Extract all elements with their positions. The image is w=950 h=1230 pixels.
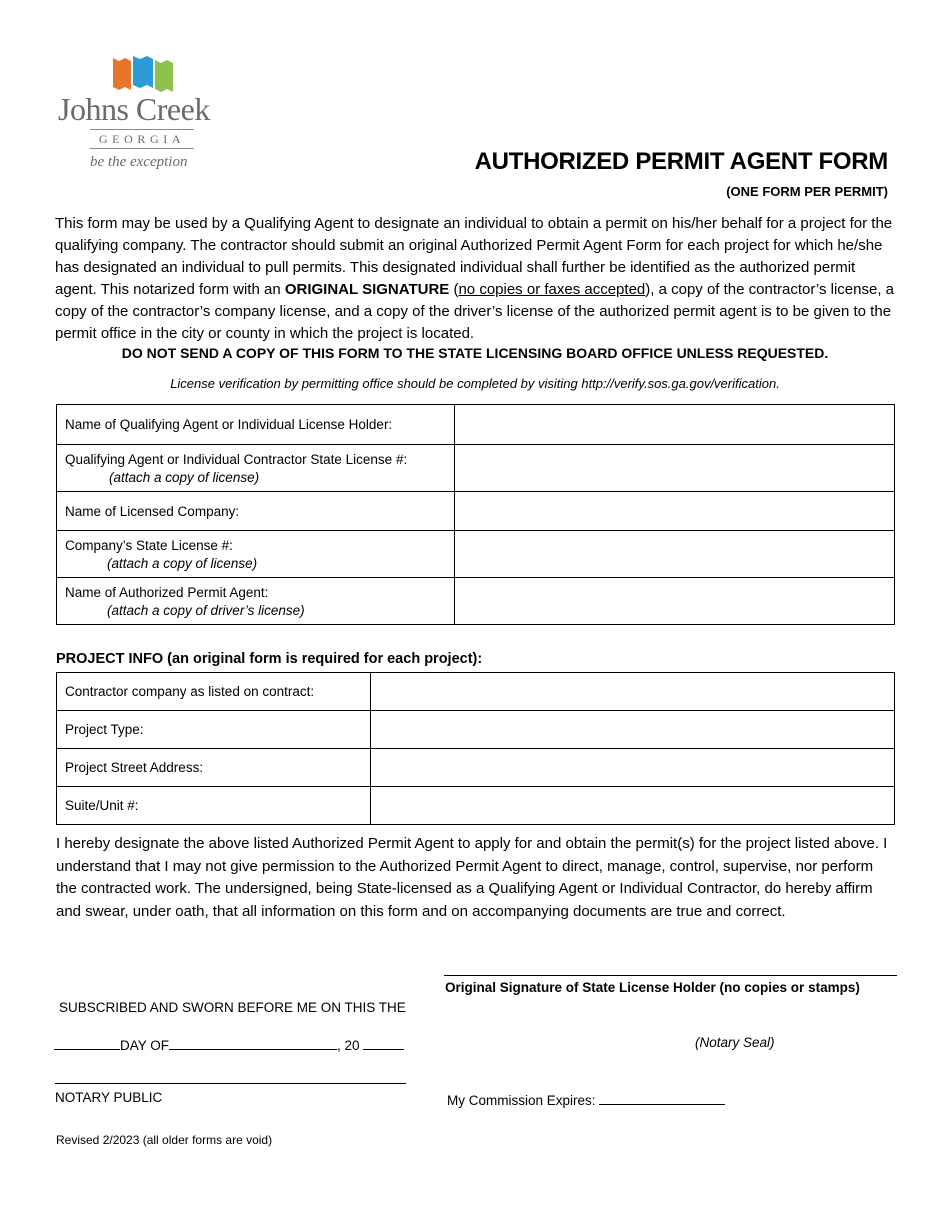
logo-divider [90,129,194,130]
project-table [56,672,895,825]
logo-state: GEORGIA [98,132,186,146]
affirmation-paragraph: I hereby designate the above listed Authorized Permit Agent to apply for and obtain the permit(s) for the project listed above. I understand that I may not give permission to the Authorized Permit Agent to direct, manage, control, supervise, nor perform the contracted work. The undersigned, being State-licensed as a Qualifying Agent or Individual Contractor, do hereby affirm and swear, under oath, that all information on this form and on accompanying documents are true and correct. [56,835,888,920]
row-label [57,673,371,711]
revision-note: Revised 2/2023 (all older forms are void) [56,1133,273,1147]
form-title: AUTHORIZED PERMIT AGENT FORM [474,148,888,175]
project-address-field[interactable] [370,749,894,787]
intro-paragraph [55,213,900,345]
commission-date-blank[interactable] [599,1090,725,1105]
label-text: Name of Qualifying Agent or Individual License Holder: [65,417,393,432]
logo-name: Johns Creek [58,91,210,127]
project-type-field[interactable] [370,711,894,749]
label-text: Suite/Unit #: [65,798,139,813]
label-text: Company’s State License #: [65,537,233,553]
intro-text: ( [449,281,459,298]
table-row [57,673,895,711]
row-label [57,531,455,578]
commission-expires [447,1090,725,1108]
date-line [54,1035,404,1053]
verification-note: License verification by permitting office should be completed by visiting http://verify.sos.ga.gov/verification. [170,376,780,391]
year-prefix: , 20 [337,1038,360,1053]
row-label [57,578,455,625]
label-note: (attach a copy of driver’s license) [107,602,305,618]
signature-caption: Original Signature of State License Holder (no copies or stamps) [445,980,860,995]
row-label [57,787,371,825]
company-license-field[interactable] [454,531,894,578]
form-subtitle: (ONE FORM PER PERMIT) [726,184,888,199]
table-row [57,787,895,825]
permit-agent-name-field[interactable] [454,578,894,625]
row-label [57,405,455,445]
qualifying-agent-license-field[interactable] [454,445,894,492]
label-text: Project Type: [65,722,144,737]
month-blank[interactable] [169,1035,337,1050]
intro-text: ), a copy of the contractor’s license, a copy of the contractor’s company license, and a copy of the driver’s license of the authorized permit agent is to be given to the permit office in the city or county in which the project is located. [55,281,895,342]
table-row [57,578,895,625]
intro-underlined: no copies or faxes accepted [458,281,646,298]
row-label [57,445,455,492]
notary-signature-line[interactable] [55,1083,406,1084]
table-row [57,711,895,749]
warning-text: DO NOT SEND A COPY OF THIS FORM TO THE STATE LICENSING BOARD OFFICE UNLESS REQUESTED. [121,345,829,361]
row-label [57,492,455,531]
intro-text: This form may be used by a Qualifying Agent to designate an individual to obtain a permit on his/her behalf for a project for the qualifying company. The contractor should submit an original Authorized Permit Agent Form for each project for which he/she has designated an individual to pull permits. This designated individual shall further be identified as the authorized permit agent. This notarized form with an [55,215,893,298]
contractor-company-field[interactable] [370,673,894,711]
label-note: (attach a copy of license) [107,555,258,571]
table-row [57,749,895,787]
label-text: Qualifying Agent or Individual Contractor State License #: [65,451,408,467]
label-text: Name of Authorized Permit Agent: [65,584,269,600]
label-text: Name of Licensed Company: [65,503,240,519]
logo-tagline: be the exception [90,154,188,170]
notary-public-label: NOTARY PUBLIC [55,1090,163,1105]
licensed-company-name-field[interactable] [454,492,894,531]
suite-unit-field[interactable] [370,787,894,825]
day-blank[interactable] [54,1035,120,1050]
logo-divider [90,148,194,149]
table-row [57,445,895,492]
label-text: Project Street Address: [65,760,204,775]
project-info-heading: PROJECT INFO (an original form is required for each project): [56,651,483,667]
label-text: Contractor company as listed on contract: [65,684,315,699]
table-row [57,531,895,578]
row-label [57,749,371,787]
agent-table [56,404,895,625]
year-blank[interactable] [363,1035,404,1050]
commission-label: My Commission Expires: [447,1093,596,1108]
notary-seal-label: (Notary Seal) [695,1035,775,1050]
label-note: (attach a copy of license) [109,469,260,485]
intro-bold: ORIGINAL SIGNATURE [284,281,450,298]
row-label [57,711,371,749]
day-of-label: DAY OF [120,1038,170,1053]
qualifying-agent-name-field[interactable] [454,405,894,445]
table-row [57,405,895,445]
signature-line[interactable] [444,975,897,976]
table-row [57,492,895,531]
sworn-statement: SUBSCRIBED AND SWORN BEFORE ME ON THIS THE [59,1000,406,1015]
logo-flags-icon [113,56,173,92]
